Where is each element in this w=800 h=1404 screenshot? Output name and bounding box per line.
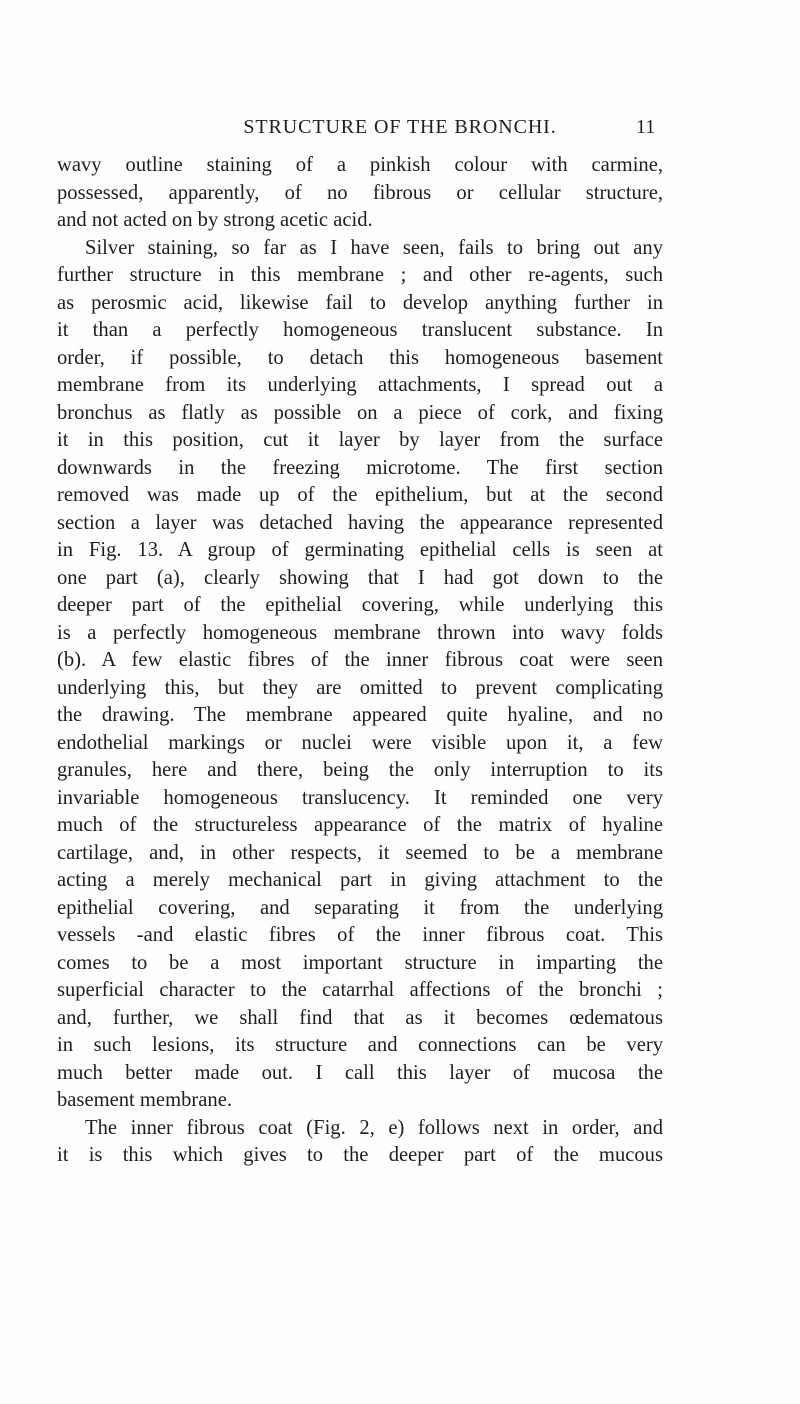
- text-line: the drawing. The membrane appeared quite hyaline, and no: [57, 704, 663, 726]
- text-line: removed was made up of the epithelium, but at the second: [57, 484, 663, 506]
- text-line: further structure in this membrane ; and other re-agents, such: [57, 264, 663, 286]
- text-line: downwards in the freezing microtome. The first section: [57, 456, 663, 479]
- text-line: endothelial markings or nuclei were visible upon it, a few: [57, 731, 663, 754]
- text-line: superficial character to the catarrhal affections of the bronchi ;: [57, 979, 663, 1001]
- text-line: in such lesions, its structure and connections can be very: [57, 1034, 663, 1056]
- text-line: acting a merely mechanical part in giving attachment to the: [57, 869, 663, 891]
- text-line: (b). A few elastic fibres of the inner fibrous coat were seen: [57, 649, 663, 671]
- text-line: bronchus as flatly as possible on a piece of cork, and fixing: [57, 401, 663, 424]
- text-line: and not acted on by strong acetic acid.: [57, 209, 373, 231]
- running-title: STRUCTURE OF THE BRONCHI.: [243, 116, 557, 138]
- text-line: invariable homogeneous translucency. It reminded one very: [57, 786, 663, 809]
- text-line: basement membrane.: [57, 1089, 232, 1111]
- text-line: much better made out. I call this layer of mucosa the: [57, 1061, 663, 1084]
- text-line: The inner fibrous coat (Fig. 2, e) follows next in order, and: [85, 1116, 663, 1139]
- text-line: membrane from its underlying attachments, I spread out a: [57, 374, 663, 396]
- text-line: epithelial covering, and separating it from the underlying: [57, 896, 663, 919]
- text-line: in Fig. 13. A group of germinating epithelial cells is seen at: [57, 539, 663, 561]
- text-line: it than a perfectly homogeneous translucent substance. In: [57, 319, 663, 341]
- text-line: much of the structureless appearance of the matrix of hyaline: [57, 814, 663, 836]
- text-line: order, if possible, to detach this homogeneous basement: [57, 346, 663, 369]
- text-line: one part (a), clearly showing that I had got down to the: [57, 566, 663, 589]
- text-line: is a perfectly homogeneous membrane thrown into wavy folds: [57, 621, 663, 644]
- text-line: and, further, we shall find that as it becomes œdematous: [57, 1006, 663, 1029]
- running-head: [140, 112, 660, 142]
- text-line: it in this position, cut it layer by layer from the surface: [57, 429, 663, 451]
- text-line: Silver staining, so far as I have seen, fails to bring out any: [85, 236, 663, 259]
- text-line: vessels -and elastic fibres of the inner fibrous coat. This: [57, 924, 663, 946]
- text-line: granules, here and there, being the only interruption to its: [57, 759, 663, 781]
- text-line: possessed, apparently, of no fibrous or cellular structure,: [57, 181, 663, 204]
- text-line: cartilage, and, in other respects, it seemed to be a membrane: [57, 841, 663, 864]
- text-line: as perosmic acid, likewise fail to develop anything further in: [57, 291, 663, 314]
- body-text: [57, 152, 663, 1170]
- text-line: it is this which gives to the deeper part of the mucous: [57, 1144, 663, 1166]
- text-line: underlying this, but they are omitted to prevent complicating: [57, 676, 663, 699]
- text-line: comes to be a most important structure in imparting the: [57, 951, 663, 974]
- text-line: section a layer was detached having the appearance represented: [57, 511, 663, 534]
- text-line: wavy outline staining of a pinkish colour with carmine,: [57, 154, 663, 176]
- page-number: 11: [636, 116, 656, 138]
- text-line: deeper part of the epithelial covering, while underlying this: [57, 594, 663, 616]
